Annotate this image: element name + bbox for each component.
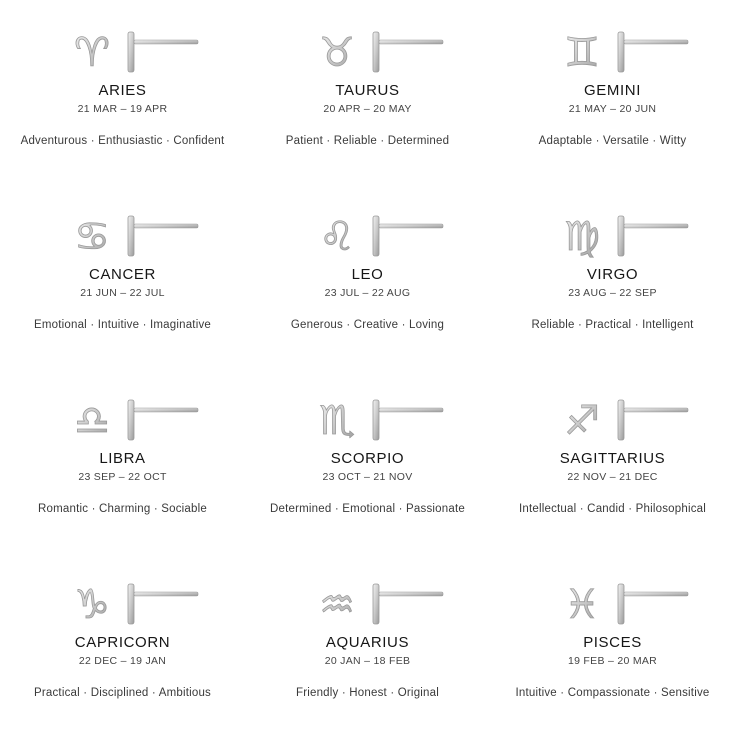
earring-post-icon (134, 224, 198, 228)
sign-dates: 20 APR – 20 MAY (323, 103, 412, 115)
leo-glyph-icon: ♌ (319, 214, 355, 260)
earring-pair-image (0, 390, 245, 452)
earring-post-icon (379, 224, 443, 228)
sign-traits: Patient · Reliable · Determined (285, 135, 450, 147)
sign-card-virgo (490, 184, 735, 368)
sign-dates: 22 NOV – 21 DEC (567, 471, 658, 483)
sign-name: CAPRICORN (74, 634, 171, 651)
sign-dates: 21 MAR – 19 APR (77, 103, 168, 115)
sign-name: GEMINI (584, 82, 641, 99)
sign-dates: 23 SEP – 22 OCT (78, 471, 167, 483)
sign-name: PISCES (583, 634, 642, 651)
sign-dates: 21 MAY – 20 JUN (568, 103, 657, 115)
gemini-glyph-icon: ♊ (564, 30, 600, 76)
sign-traits: Emotional · Intuitive · Imaginative (33, 319, 212, 331)
sign-name: LEO (351, 266, 384, 283)
earring-post-icon (624, 408, 688, 412)
sign-card-capricorn (0, 552, 245, 736)
sign-card-leo (245, 184, 490, 368)
pisces-glyph-icon: ♓ (564, 582, 600, 628)
aquarius-glyph-icon: ♒ (319, 582, 355, 628)
sign-name: SAGITTARIUS (559, 450, 666, 467)
sign-name: CANCER (89, 266, 156, 283)
sign-dates: 22 DEC – 19 JAN (78, 655, 167, 667)
earring-post-icon (134, 40, 198, 44)
sign-dates: 21 JUN – 22 JUL (80, 287, 165, 299)
bar-stud-front-icon (128, 32, 134, 72)
sign-dates: 23 AUG – 22 SEP (568, 287, 657, 299)
bar-stud-front-icon (128, 400, 134, 440)
bar-stud-front-icon (618, 584, 624, 624)
earring-pair-image (245, 574, 490, 636)
sign-dates: 19 FEB – 20 MAR (567, 655, 658, 667)
sign-card-scorpio (245, 368, 490, 552)
earring-post-icon (624, 592, 688, 596)
earring-pair-image (490, 206, 735, 268)
virgo-glyph-icon: ♍ (564, 214, 600, 260)
sign-traits: Romantic · Charming · Sociable (38, 503, 207, 515)
bar-stud-front-icon (373, 216, 379, 256)
sign-dates: 23 JUL – 22 AUG (324, 287, 411, 299)
bar-stud-front-icon (618, 32, 624, 72)
earring-post-icon (624, 224, 688, 228)
earring-post-icon (379, 592, 443, 596)
bar-stud-front-icon (373, 400, 379, 440)
earring-post-icon (134, 592, 198, 596)
libra-glyph-icon: ♎ (74, 398, 110, 444)
scorpio-glyph-icon: ♏ (319, 398, 355, 444)
sign-name: TAURUS (335, 82, 400, 99)
sign-name: VIRGO (586, 266, 639, 283)
earring-post-icon (379, 408, 443, 412)
earring-pair-image (245, 390, 490, 452)
sign-traits: Determined · Emotional · Passionate (270, 503, 465, 515)
bar-stud-front-icon (128, 216, 134, 256)
sign-card-cancer (0, 184, 245, 368)
sign-dates: 23 OCT – 21 NOV (322, 471, 413, 483)
sign-card-gemini (490, 0, 735, 184)
earring-pair-image (490, 22, 735, 84)
sign-card-aries (0, 0, 245, 184)
sign-card-aquarius (245, 552, 490, 736)
earring-pair-image (245, 206, 490, 268)
earring-pair-image (0, 206, 245, 268)
bar-stud-front-icon (618, 216, 624, 256)
sagittarius-glyph-icon: ♐ (564, 398, 600, 444)
sign-name: AQUARIUS (325, 634, 410, 651)
aries-glyph-icon: ♈ (74, 30, 110, 76)
sign-traits: Practical · Disciplined · Ambitious (33, 687, 211, 699)
earring-pair-image (0, 22, 245, 84)
sign-card-libra (0, 368, 245, 552)
sign-traits: Intuitive · Compassionate · Sensitive (515, 687, 710, 699)
bar-stud-front-icon (128, 584, 134, 624)
bar-stud-front-icon (373, 32, 379, 72)
sign-card-sagittarius (490, 368, 735, 552)
sign-traits: Adventurous · Enthusiastic · Confident (20, 135, 225, 147)
capricorn-glyph-icon: ♑ (74, 582, 110, 628)
bar-stud-front-icon (373, 584, 379, 624)
sign-name: LIBRA (99, 450, 146, 467)
sign-traits: Intellectual · Candid · Philosophical (518, 503, 707, 515)
cancer-glyph-icon: ♋ (74, 214, 110, 260)
sign-card-pisces (490, 552, 735, 736)
earring-pair-image (0, 574, 245, 636)
sign-traits: Reliable · Practical · Intelligent (531, 319, 694, 331)
taurus-glyph-icon: ♉ (319, 30, 355, 76)
sign-card-taurus (245, 0, 490, 184)
earring-post-icon (134, 408, 198, 412)
earring-post-icon (379, 40, 443, 44)
sign-dates: 20 JAN – 18 FEB (324, 655, 411, 667)
sign-traits: Friendly · Honest · Original (295, 687, 439, 699)
earring-post-icon (624, 40, 688, 44)
earring-pair-image (490, 390, 735, 452)
sign-name: ARIES (98, 82, 147, 99)
sign-traits: Adaptable · Versatile · Witty (538, 135, 687, 147)
earring-pair-image (490, 574, 735, 636)
bar-stud-front-icon (618, 400, 624, 440)
sign-traits: Generous · Creative · Loving (290, 319, 445, 331)
sign-name: SCORPIO (330, 450, 405, 467)
earring-pair-image (245, 22, 490, 84)
